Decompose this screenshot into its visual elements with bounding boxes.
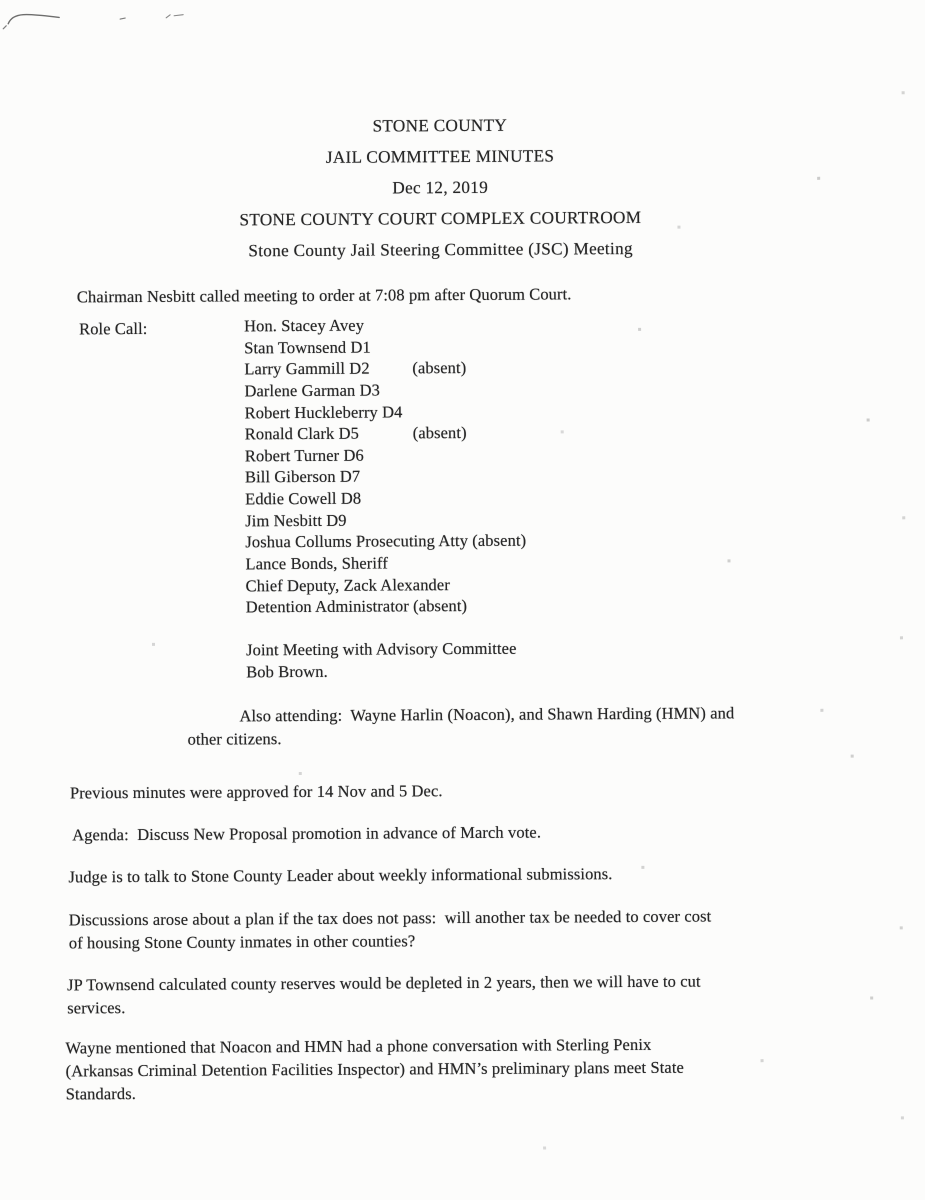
document-heading <box>0 107 883 267</box>
attendee-row <box>245 400 526 423</box>
attendee-row <box>246 573 527 596</box>
attendee-row <box>245 552 526 575</box>
attendee-row <box>244 314 525 337</box>
paragraph-wayne: Wayne mentioned that Noacon and HMN had a phone conversation with Sterling Penix (Arkansas Criminal Detention Facilities Inspector) and HMN’s preliminary plans meet State Standards. <box>65 1034 684 1104</box>
attendee-row <box>245 443 526 466</box>
attendee-row <box>245 465 526 488</box>
attendee-name: Eddie Cowell D8 <box>245 488 362 509</box>
attendee-name: Bill Giberson D7 <box>244 467 361 487</box>
role-call-list <box>244 314 527 619</box>
heading-line-meeting: Stone County Jail Steering Committee (JSC) Meeting <box>248 238 633 261</box>
attendee-note: (absent) <box>412 358 467 378</box>
heading-line-date: Dec 12, 2019 <box>392 177 489 198</box>
heading-line-doc-type: JAIL COMMITTEE MINUTES <box>325 146 555 167</box>
attendee-row <box>245 508 526 531</box>
attendee-name: Larry Gammill D2 <box>244 358 370 379</box>
attendee-row <box>245 530 526 553</box>
attendee-row <box>244 379 525 402</box>
attendee-name: Robert Turner D6 <box>244 445 364 466</box>
attendee-name: Chief Deputy, Zack Alexander <box>245 574 450 596</box>
attendee-name: Robert Huckleberry D4 <box>244 401 403 422</box>
heading-line-org: STONE COUNTY <box>372 115 508 136</box>
paragraph-discussions: Discussions arose about a plan if the tax does not pass: will another tax be needed to cover cost of housing Stone County inmates in other counties? <box>68 906 712 953</box>
attendee-row <box>246 595 527 618</box>
attendee-row <box>244 357 525 380</box>
attendee-name: Stan Townsend D1 <box>244 337 371 357</box>
role-call-label: Role Call: <box>79 318 148 339</box>
attendee-name: Lance Bonds, Sheriff <box>245 553 388 574</box>
paragraph-jp-townsend: JP Townsend calculated county reserves would be depleted in 2 years, then we will have to cut services. <box>67 971 701 1018</box>
attendee-row <box>245 422 526 445</box>
attendee-name: Hon. Stacey Avey <box>243 315 365 336</box>
also-attending-paragraph: Also attending: Wayne Harlin (Noacon), and Shawn Harding (HMN) and other citizens. <box>187 703 735 749</box>
attendee-name: Jim Nesbitt D9 <box>245 510 347 531</box>
attendee-name: Joshua Collums Prosecuting Atty (absent) <box>245 531 527 552</box>
attendee-row <box>244 335 525 358</box>
paragraph-judge: Judge is to talk to Stone County Leader about weekly informational submissions. <box>68 864 613 887</box>
pen-scribble-mark <box>1 6 201 37</box>
attendee-name: Darlene Garman D3 <box>244 380 380 401</box>
attendee-row <box>245 487 526 510</box>
attendee-note: (absent) <box>412 423 467 443</box>
heading-line-location: STONE COUNTY COURT COMPLEX COURTROOM <box>239 207 642 230</box>
paragraph-previous-minutes: Previous minutes were approved for 14 Nov and 5 Dec. <box>69 781 443 803</box>
opening-statement: Chairman Nesbitt called meeting to order at 7:08 pm after Quorum Court. <box>76 284 572 307</box>
joint-meeting-note: Joint Meeting with Advisory Committee Bob Brown. <box>245 638 517 682</box>
attendee-name: Ronald Clark D5 <box>244 423 360 444</box>
paragraph-agenda: Agenda: Discuss New Proposal promotion in advance of March vote. <box>72 822 542 845</box>
attendee-name: Detention Administrator (absent) <box>245 596 468 617</box>
